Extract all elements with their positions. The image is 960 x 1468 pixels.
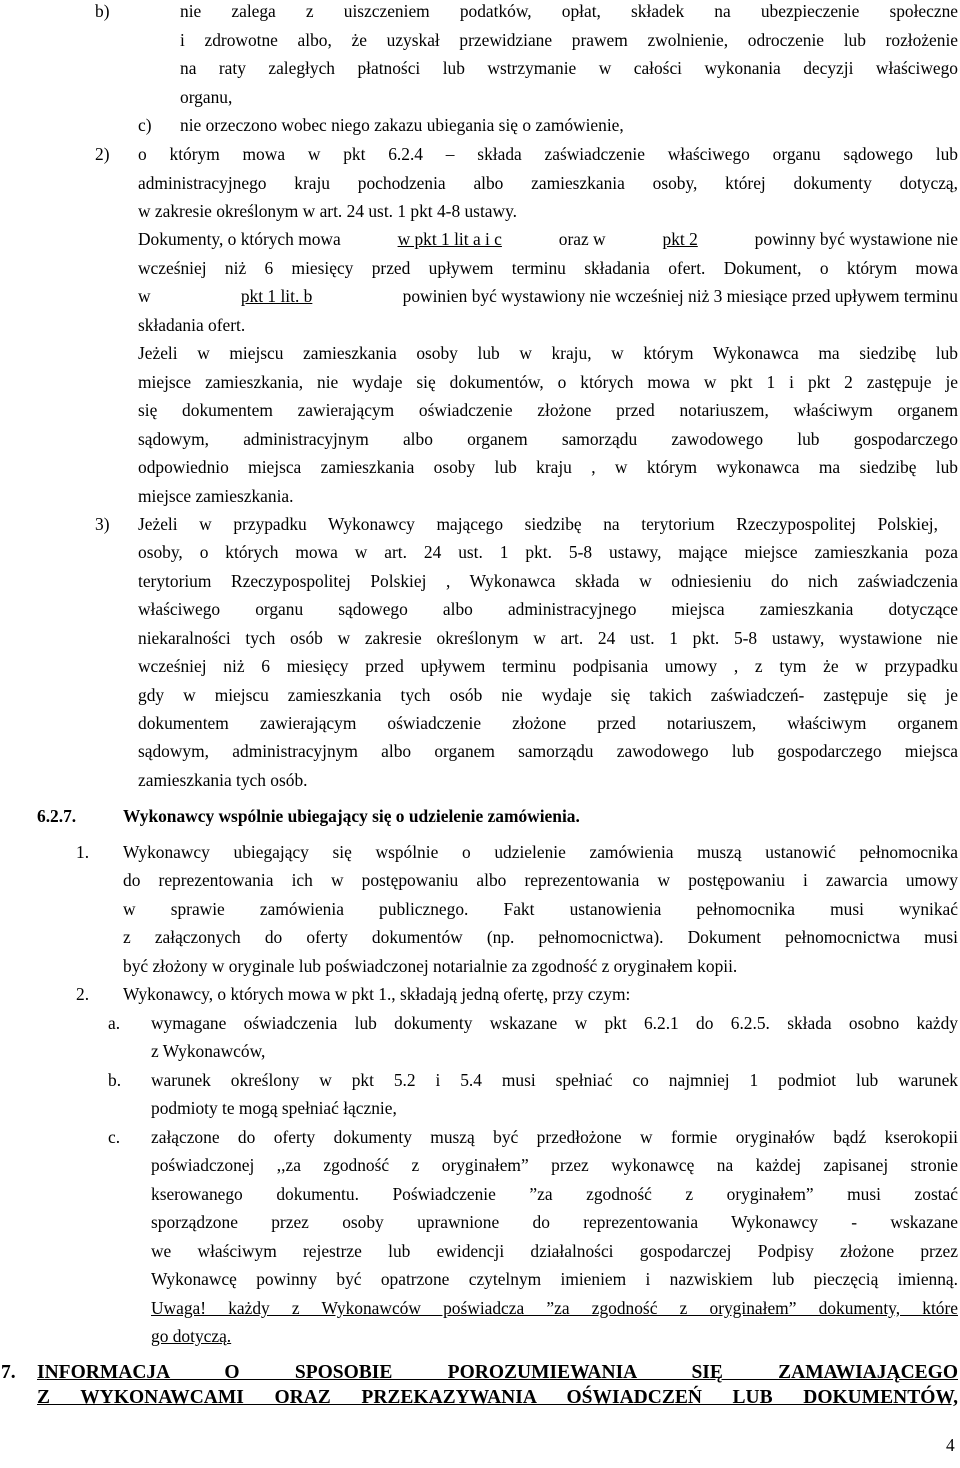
text-span: oraz w [558,229,606,249]
list-label-b: b. [108,1070,122,1090]
text-line: poświadczonej ,,za zgodność z oryginałem” przez wykonawcę na każdej zapisanej stronie [151,1155,958,1175]
text-line: być złożony w oryginale lub poświadczonej notarialnie za zgodność z oryginałem kopii. [123,956,738,976]
text-line: Wykonawcę powinny być opatrzone czytelnym imieniem i nazwiskiem lub pieczęcią imienną. [151,1269,958,1289]
text-line: Jeżeli w przypadku Wykonawcy mającego siedzibę na terytorium Rzeczypospolitej Polskiej, [138,514,938,534]
text-line: w zakresie określonym w art. 24 ust. 1 pkt 4-8 ustawy. [138,201,517,221]
reference-link: w pkt 1 lit a i c [397,229,502,249]
text-line: sądowym, administracyjnym albo organem samorządu zawodowego lub gospodarczego [138,429,958,449]
text-line: załączone do oferty dokumenty muszą być przedłożone w formie oryginałów bądź kserokopii [151,1127,958,1147]
text-span: powinny być wystawione nie [754,229,958,249]
section-heading: INFORMACJA O SPOSOBIE POROZUMIEWANIA SIĘ ZAMAWIAJĄCEGO [37,1362,958,1383]
text-line: podmioty te mogą spełniać łącznie, [151,1098,397,1118]
text-line: do reprezentowania ich w postępowaniu albo reprezentowania w postępowaniu i zawarcia umowy [123,870,958,890]
text-line: właściwego organu sądowego albo administracyjnego miejsca zamieszkania dotyczące [138,599,958,619]
text-line: kserowanego dokumentu. Poświadczenie ”za zgodność z oryginałem” musi zostać [151,1184,958,1204]
list-label-1: 1. [76,842,90,862]
text-line: sądowym, administracyjnym albo organem samorządu zawodowego lub gospodarczego miejsca [138,741,958,761]
text-line: się dokumentem zawierającym oświadczenie złożone przed notariuszem, właściwym organem [138,400,958,420]
text-line: warunek określony w pkt 5.2 i 5.4 musi spełniać co najmniej 1 podmiot lub warunek [151,1070,958,1090]
section-number: 7. [1,1362,16,1383]
text-line: administracyjnego kraju pochodzenia albo zamieszkania osoby, której dokumenty dotyczą, [138,173,958,193]
text-line: na raty zaległych płatności lub wstrzymanie w całości wykonania decyzji właściwego [180,58,958,78]
text-line: miejsce zamieszkania, nie wydaje się dokumentów, o których mowa w pkt 1 i pkt 2 zastępuje je [138,372,958,392]
text-span: w [138,286,151,306]
note-line: Uwaga! każdy z Wykonawców poświadcza ”za zgodność z oryginałem” dokumenty, które [151,1298,958,1318]
list-label-2: 2. [76,984,90,1004]
text-line [138,282,958,311]
list-label-c: c) [138,115,152,135]
list-label-2: 2) [95,144,110,164]
text-line [138,225,958,254]
text-line: z Wykonawców, [151,1041,266,1061]
text-line: składania ofert. [138,315,246,335]
text-line: wcześniej niż 6 miesięcy przed upływem terminu składania ofert. Dokument, o którym mowa [138,258,958,278]
list-label-b: b) [95,1,110,21]
section-heading: Z WYKONAWCAMI ORAZ PRZEKAZYWANIA OŚWIADCZEŃ LUB DOKUMENTÓW, [37,1387,958,1408]
text-line: Wykonawcy, o których mowa w pkt 1., składają jedną ofertę, przy czym: [123,984,631,1004]
text-line: we właściwym rejestrze lub ewidencji działalności gospodarczej Podpisy złożone przez [151,1241,958,1261]
text-line: Wykonawcy ubiegający się wspólnie o udzielenie zamówienia muszą ustanowić pełnomocnika [123,842,958,862]
text-line: osoby, o których mowa w art. 24 ust. 1 pkt. 5-8 ustawy, mające miejsce zamieszkania poza [138,542,958,562]
text-line: terytorium Rzeczypospolitej Polskiej , Wykonawca składa w odniesieniu do nich zaświadczenia [138,571,958,591]
text-line: organu, [180,87,233,107]
text-line: dokumentem zawierającym oświadczenie złożone przed notariuszem, właściwym organem [138,713,958,733]
text-line: nie orzeczono wobec niego zakazu ubiegania się o zamówienie, [180,115,624,135]
text-line: sporządzone przez osoby uprawnione do reprezentowania Wykonawcy - wskazane [151,1212,958,1232]
text-span: Dokumenty, o których mowa [138,229,341,249]
text-line: w sprawie zamówienia publicznego. Fakt ustanowienia pełnomocnika musi wynikać [123,899,958,919]
list-label-c: c. [108,1127,121,1147]
note-line: go dotyczą. [151,1326,232,1346]
text-line: nie zalega z uiszczeniem podatków, opłat, składek na ubezpieczenie społeczne [180,1,958,21]
text-line: zamieszkania tych osób. [138,770,308,790]
text-line: o którym mowa w pkt 6.2.4 – składa zaświadczenie właściwego organu sądowego lub [138,144,958,164]
text-span: powinien być wystawiony nie wcześniej niż 3 miesiące przed upływem terminu [402,286,958,306]
text-line: niekaralności tych osób w zakresie określonym w art. 24 ust. 1 pkt. 5-8 ustawy, wystawione nie [138,628,958,648]
section-title: Wykonawcy wspólnie ubiegający się o udzielenie zamówienia. [123,806,580,826]
page-number: 4 [946,1435,955,1455]
section-number: 6.2.7. [37,806,77,826]
text-line: gdy w miejscu zamieszkania tych osób nie wydaje się takich zaświadczeń- zastępuje się je [138,685,958,705]
text-line: miejsce zamieszkania. [138,486,294,506]
text-line: wcześniej niż 6 miesięcy przed upływem terminu podpisania umowy , z tym że w przypadku [138,656,958,676]
text-line: Jeżeli w miejscu zamieszkania osoby lub w kraju, w którym Wykonawca ma siedzibę lub [138,343,958,363]
reference-link: pkt 2 [662,229,698,249]
text-line: i zdrowotne albo, że uzyskał przewidziane prawem zwolnienie, odroczenie lub rozłożenie [180,30,958,50]
list-label-a: a. [108,1013,121,1033]
text-line: odpowiednio miejsca zamieszkania osoby lub kraju , w którym wykonawca ma siedzibę lub [138,457,958,477]
text-line: z załączonych do oferty dokumentów (np. pełnomocnictwa). Dokument pełnomocnictwa musi [123,927,958,947]
reference-link: pkt 1 lit. b [240,286,313,306]
list-label-3: 3) [95,514,110,534]
text-line: wymagane oświadczenia lub dokumenty wskazane w pkt 6.2.1 do 6.2.5. składa osobno każdy [151,1013,958,1033]
